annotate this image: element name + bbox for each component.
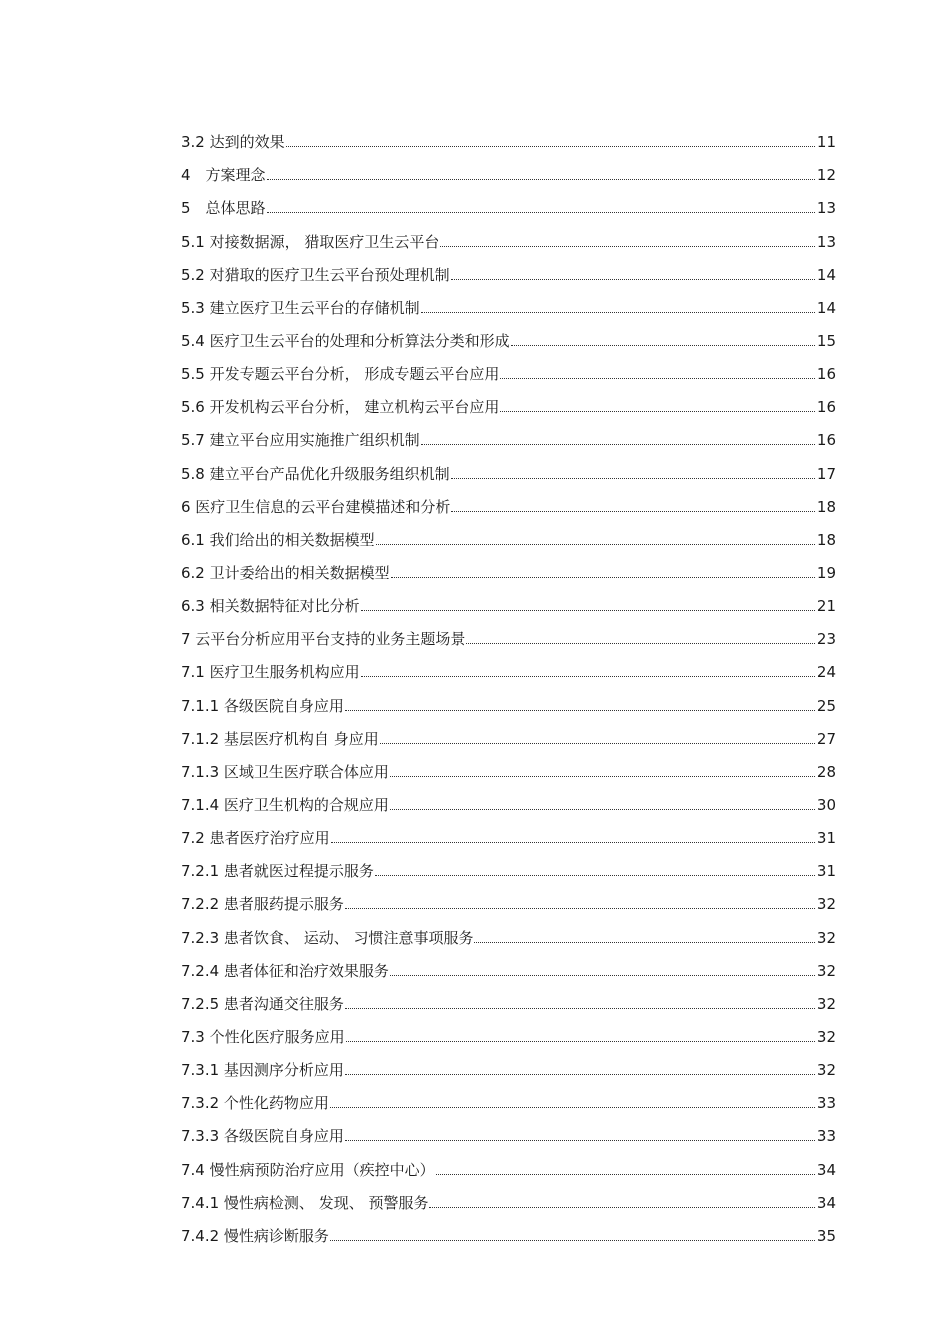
toc-dot-leader [451, 478, 815, 479]
toc-dot-leader [346, 1041, 815, 1042]
toc-entry[interactable] [181, 383, 836, 416]
toc-entry-page-number: 35 [816, 1226, 836, 1245]
toc-dot-leader [500, 378, 815, 379]
toc-dot-leader [267, 179, 815, 180]
toc-dot-leader [474, 942, 814, 943]
toc-entry-page-number: 21 [816, 597, 836, 616]
toc-entry[interactable] [181, 814, 836, 847]
toc-entry-page-number: 18 [816, 530, 836, 549]
toc-dot-leader [375, 875, 815, 876]
toc-dot-leader [451, 279, 815, 280]
toc-entry-title: 7.3 个性化医疗服务应用 [181, 1027, 345, 1046]
toc-entry-page-number: 12 [816, 166, 836, 185]
toc-entry[interactable] [181, 1145, 836, 1178]
toc-entry[interactable] [181, 980, 836, 1013]
toc-entry-title: 7.1.4 医疗卫生机构的合规应用 [181, 795, 389, 814]
toc-entry-page-number: 34 [816, 1193, 836, 1212]
toc-entry[interactable] [181, 516, 836, 549]
toc-entry-page-number: 14 [816, 298, 836, 317]
toc-dot-leader [331, 842, 815, 843]
toc-entry-page-number: 32 [816, 1061, 836, 1080]
toc-entry-title: 7.1.2 基层医疗机构自 身应用 [181, 729, 379, 748]
toc-entry-title: 7.2.4 患者体征和治疗效果服务 [181, 961, 389, 980]
toc-entry[interactable] [181, 483, 836, 516]
toc-entry[interactable] [181, 549, 836, 582]
toc-entry[interactable] [181, 582, 836, 615]
toc-entry-page-number: 32 [816, 1027, 836, 1046]
toc-entry-page-number: 27 [816, 729, 836, 748]
toc-dot-leader [345, 1008, 815, 1009]
toc-entry[interactable] [181, 847, 836, 880]
table-of-contents [181, 118, 836, 1245]
toc-entry-title: 5.3 建立医疗卫生云平台的存储机制 [181, 298, 420, 317]
toc-dot-leader [286, 146, 815, 147]
toc-entry-page-number: 14 [816, 265, 836, 284]
toc-dot-leader [376, 544, 815, 545]
toc-entry-title: 7.2 患者医疗治疗应用 [181, 829, 330, 848]
toc-dot-leader [345, 1140, 815, 1141]
toc-entry[interactable] [181, 648, 836, 681]
toc-entry-page-number: 16 [816, 365, 836, 384]
toc-entry-page-number: 33 [816, 1127, 836, 1146]
toc-dot-leader [436, 1174, 815, 1175]
toc-dot-leader [361, 676, 815, 677]
toc-entry-title: 6.3 相关数据特征对比分析 [181, 597, 360, 616]
toc-entry[interactable] [181, 715, 836, 748]
toc-entry-title: 7.2.2 患者服药提示服务 [181, 895, 344, 914]
toc-entry[interactable] [181, 781, 836, 814]
toc-entry-title: 7.1 医疗卫生服务机构应用 [181, 663, 360, 682]
toc-entry[interactable] [181, 1179, 836, 1212]
toc-dot-leader [391, 577, 815, 578]
toc-entry[interactable] [181, 284, 836, 317]
toc-entry[interactable] [181, 184, 836, 217]
toc-entry[interactable] [181, 251, 836, 284]
toc-entry[interactable] [181, 350, 836, 383]
toc-entry[interactable] [181, 118, 836, 151]
toc-dot-leader [390, 809, 815, 810]
toc-entry[interactable] [181, 151, 836, 184]
toc-entry-title: 7.3.1 基因测序分析应用 [181, 1061, 344, 1080]
toc-entry-page-number: 13 [816, 232, 836, 251]
toc-dot-leader [466, 643, 815, 644]
toc-entry-title: 7.4.1 慢性病检测、 发现、 预警服务 [181, 1193, 429, 1212]
toc-dot-leader [267, 212, 815, 213]
toc-dot-leader [330, 1107, 815, 1108]
toc-entry-title: 5.7 建立平台应用实施推广组织机制 [181, 431, 420, 450]
toc-entry-title: 5.8 建立平台产品优化升级服务组织机制 [181, 464, 450, 483]
toc-entry-page-number: 32 [816, 961, 836, 980]
toc-entry-page-number: 24 [816, 663, 836, 682]
toc-dot-leader [421, 444, 815, 445]
toc-entry[interactable] [181, 748, 836, 781]
toc-entry-title: 7.2.3 患者饮食、 运动、 习惯注意事项服务 [181, 928, 474, 947]
toc-dot-leader [380, 743, 815, 744]
toc-dot-leader [511, 345, 815, 346]
toc-entry[interactable] [181, 1079, 836, 1112]
toc-entry-title: 5.5 开发专题云平台分析， 形成专题云平台应用 [181, 365, 500, 384]
toc-entry-page-number: 32 [816, 895, 836, 914]
toc-entry-page-number: 11 [816, 133, 836, 152]
toc-entry-page-number: 19 [816, 563, 836, 582]
toc-entry-title: 7.1.1 各级医院自身应用 [181, 696, 344, 715]
toc-dot-leader [345, 710, 815, 711]
toc-entry[interactable] [181, 217, 836, 250]
toc-entry-page-number: 31 [816, 829, 836, 848]
toc-entry-page-number: 18 [816, 497, 836, 516]
toc-entry-title: 7.1.3 区域卫生医疗联合体应用 [181, 762, 389, 781]
toc-entry-page-number: 16 [816, 398, 836, 417]
toc-dot-leader [429, 1207, 814, 1208]
toc-entry-page-number: 25 [816, 696, 836, 715]
toc-entry-page-number: 31 [816, 862, 836, 881]
toc-entry-title: 7.2.5 患者沟通交往服务 [181, 994, 344, 1013]
toc-dot-leader [390, 776, 815, 777]
toc-dot-leader [390, 975, 815, 976]
toc-entry-page-number: 32 [816, 994, 836, 1013]
toc-entry-title: 7.4.2 慢性病诊断服务 [181, 1226, 329, 1245]
toc-entry-title: 6 医疗卫生信息的云平台建模描述和分析 [181, 497, 451, 516]
toc-entry-title: 7.3.2 个性化药物应用 [181, 1094, 329, 1113]
toc-dot-leader [330, 1240, 815, 1241]
toc-dot-leader [421, 312, 815, 313]
toc-entry[interactable] [181, 880, 836, 913]
toc-entry[interactable] [181, 449, 836, 482]
toc-entry-page-number: 30 [816, 795, 836, 814]
toc-entry[interactable] [181, 1212, 836, 1245]
toc-entry-page-number: 34 [816, 1160, 836, 1179]
toc-entry-title: 7.2.1 患者就医过程提示服务 [181, 862, 374, 881]
toc-entry-title: 6.2 卫计委给出的相关数据模型 [181, 563, 390, 582]
toc-entry-page-number: 16 [816, 431, 836, 450]
toc-entry-title: 5 总体思路 [181, 199, 266, 218]
toc-entry-title: 5.6 开发机构云平台分析， 建立机构云平台应用 [181, 398, 500, 417]
toc-entry-page-number: 32 [816, 928, 836, 947]
toc-dot-leader [500, 411, 815, 412]
toc-entry-page-number: 13 [816, 199, 836, 218]
toc-entry-title: 3.2 达到的效果 [181, 133, 285, 152]
toc-entry[interactable] [181, 416, 836, 449]
toc-entry-title: 5.1 对接数据源， 猎取医疗卫生云平台 [181, 232, 440, 251]
toc-dot-leader [440, 246, 815, 247]
toc-dot-leader [345, 1074, 815, 1075]
toc-entry[interactable] [181, 947, 836, 980]
toc-entry-page-number: 17 [816, 464, 836, 483]
toc-dot-leader [361, 610, 815, 611]
toc-entry-title: 5.2 对猎取的医疗卫生云平台预处理机制 [181, 265, 450, 284]
toc-dot-leader [451, 511, 815, 512]
toc-entry-page-number: 23 [816, 630, 836, 649]
toc-entry-title: 4 方案理念 [181, 166, 266, 185]
toc-dot-leader [345, 908, 815, 909]
toc-entry[interactable] [181, 681, 836, 714]
toc-entry-page-number: 28 [816, 762, 836, 781]
toc-entry-title: 7 云平台分析应用平台支持的业务主题场景 [181, 630, 466, 649]
toc-entry-title: 7.3.3 各级医院自身应用 [181, 1127, 344, 1146]
toc-entry[interactable] [181, 1013, 836, 1046]
toc-entry-title: 6.1 我们给出的相关数据模型 [181, 530, 375, 549]
toc-entry-page-number: 15 [816, 331, 836, 350]
toc-entry-title: 5.4 医疗卫生云平台的处理和分析算法分类和形成 [181, 331, 510, 350]
toc-entry-title: 7.4 慢性病预防治疗应用（疾控中心） [181, 1160, 435, 1179]
toc-entry[interactable] [181, 913, 836, 946]
toc-entry[interactable] [181, 1046, 836, 1079]
toc-entry[interactable] [181, 317, 836, 350]
toc-entry-page-number: 33 [816, 1094, 836, 1113]
toc-entry[interactable] [181, 1112, 836, 1145]
toc-entry[interactable] [181, 615, 836, 648]
